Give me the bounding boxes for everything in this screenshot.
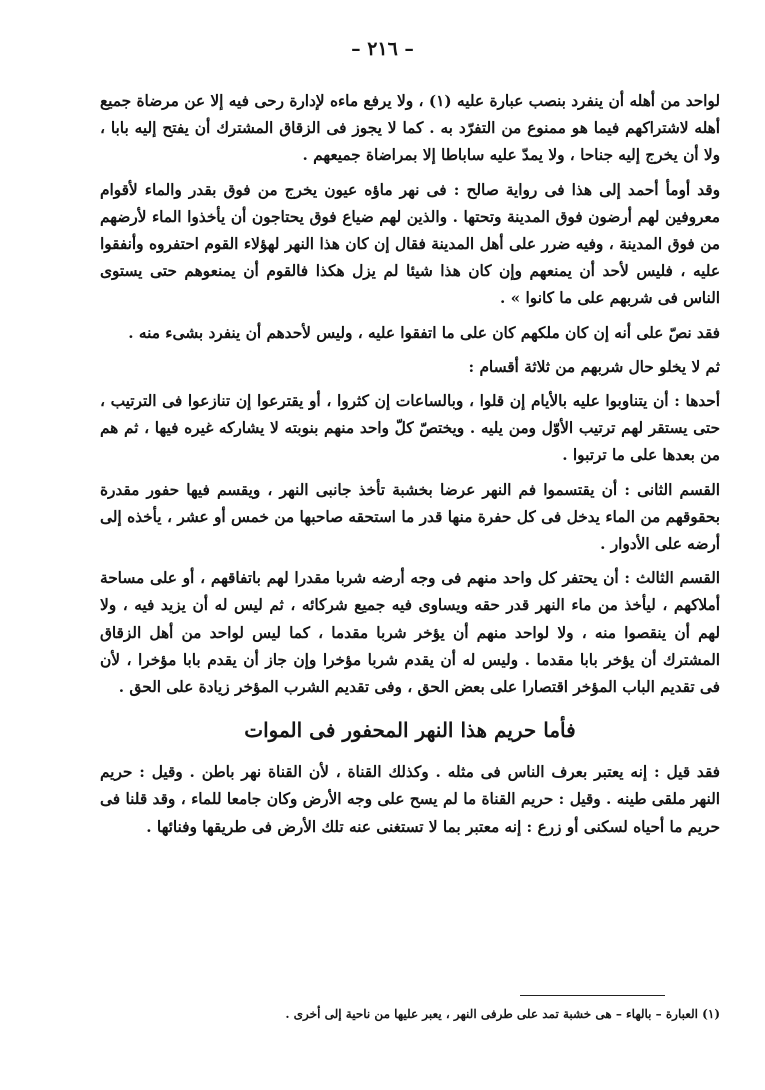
paragraph: أحدها : أن يتناوبوا عليه بالأيام إن قلوا ، وبالساعات إن كثروا ، أو يقترعوا إن تنازعوا فى الترتيب ، حتى يستقر لهم ترتيب الأوّل ومن يليه . ويختصّ كلّ واحد منهم بنوبته لا يشاركه غيره فيها ، ثم هم من بعدها على ما ترتبوا . [100, 392, 720, 465]
paragraph: فقد نصّ على أنه إن كان ملكهم كان على ما اتفقوا عليه ، وليس لأحدهم أن ينفرد بشىء منه . [128, 323, 720, 342]
paragraph: وقد أومأ أحمد إلى هذا فى رواية صالح : فى نهر ماؤه عيون يخرج من فوق بقدر والماء لأقوام معروفين لهم أرضون فوق المدينة وتحتها . والذين لهم ضياع فوق يحتاجون أن يأخذوا الماء لأرضهم من فوق المدينة ، وفيه ضرر على أهل المدينة فقال إن كان هذا النهر لهؤلاء القوم احتفروه وأنفقوا عليه ، فليس لأحد أن يمنعهم وإن كان هذا شيئا لم يزل هكذا فالقوم أن يمنعوهم حتى يستوى الناس فى شربهم على ما كانوا » . [100, 180, 720, 308]
paragraph: القسم الثانى : أن يقتسموا فم النهر عرضا بخشبة تأخذ جانبى النهر ، ويقسم فيها حفور مقدرة بحقوقهم من الماء يدخل فى كل حفرة منها قدر ما استحقه صاحبها من خمس أو عشر ، يأخذه إلى أرضه على الأدوار . [100, 480, 720, 554]
main-text [100, 88, 720, 848]
paragraph: لواحد من أهله أن ينفرد بنصب عبارة عليه (١) ، ولا يرفع ماءه لإدارة رحى فيه إلا عن مرضاة جميع أهله لاشتراكهم فيما هو ممنوع من التفرّد به . كما لا يجوز فى الزقاق المشترك أن يفتح إليه بابا ، ولا أن يخرج إليه جناحا ، ولا يمدّ عليه ساباطا إلا بمراضاة جميعهم . [100, 92, 720, 165]
paragraph: القسم الثالث : أن يحتفر كل واحد منهم فى وجه أرضه شربا مقدرا لهم باتفاقهم ، أو على مساحة أملاكهم ، ليأخذ من ماء النهر قدر حقه ويساوى فيه جميع شركائه ، ثم ليس له أن يزيد فيه ، ولا لهم أن ينقصوا منه ، ولا لواحد منهم أن يؤخر شربا مقدما ، كما ليس لواحد من أهل الزقاق المشترك أن يؤخر بابا مقدما . وليس له أن يقدم شربا مؤخرا وإن جاز أن يقدم بابا مؤخرا ، لأن فى تقديم الباب المؤخر اقتصارا على بعض الحق ، وفى تقديم الشرب المؤخر زيادة على الحق . [100, 569, 720, 697]
paragraph: ثم لا يخلو حال شربهم من ثلاثة أقسام : [468, 357, 720, 376]
page-number: – ٢١٦ – [351, 38, 414, 60]
footnote-divider [520, 995, 665, 996]
section-heading: فأما حريم هذا النهر المحفور فى الموات [244, 718, 576, 743]
section-paragraph: فقد قيل : إنه يعتبر بعرف الناس فى مثله . وكذلك القناة ، لأن القناة نهر باطن . وقيل : حريم النهر ملقى طينه . وقيل : حريم القناة ما لم يسح على وجه الأرض وكان جامعا للماء ، وقد قلنا فى حريم ما أحياه لسكنى أو زرع : إنه معتبر بما لا تستغنى عنه تلك الأرض فى طريقها وفنائها . [100, 763, 720, 836]
footnote: (١) العبارة – بالهاء – هى خشبة تمد على طرفى النهر ، يعبر عليها من ناحية إلى أخرى . [285, 1007, 720, 1021]
